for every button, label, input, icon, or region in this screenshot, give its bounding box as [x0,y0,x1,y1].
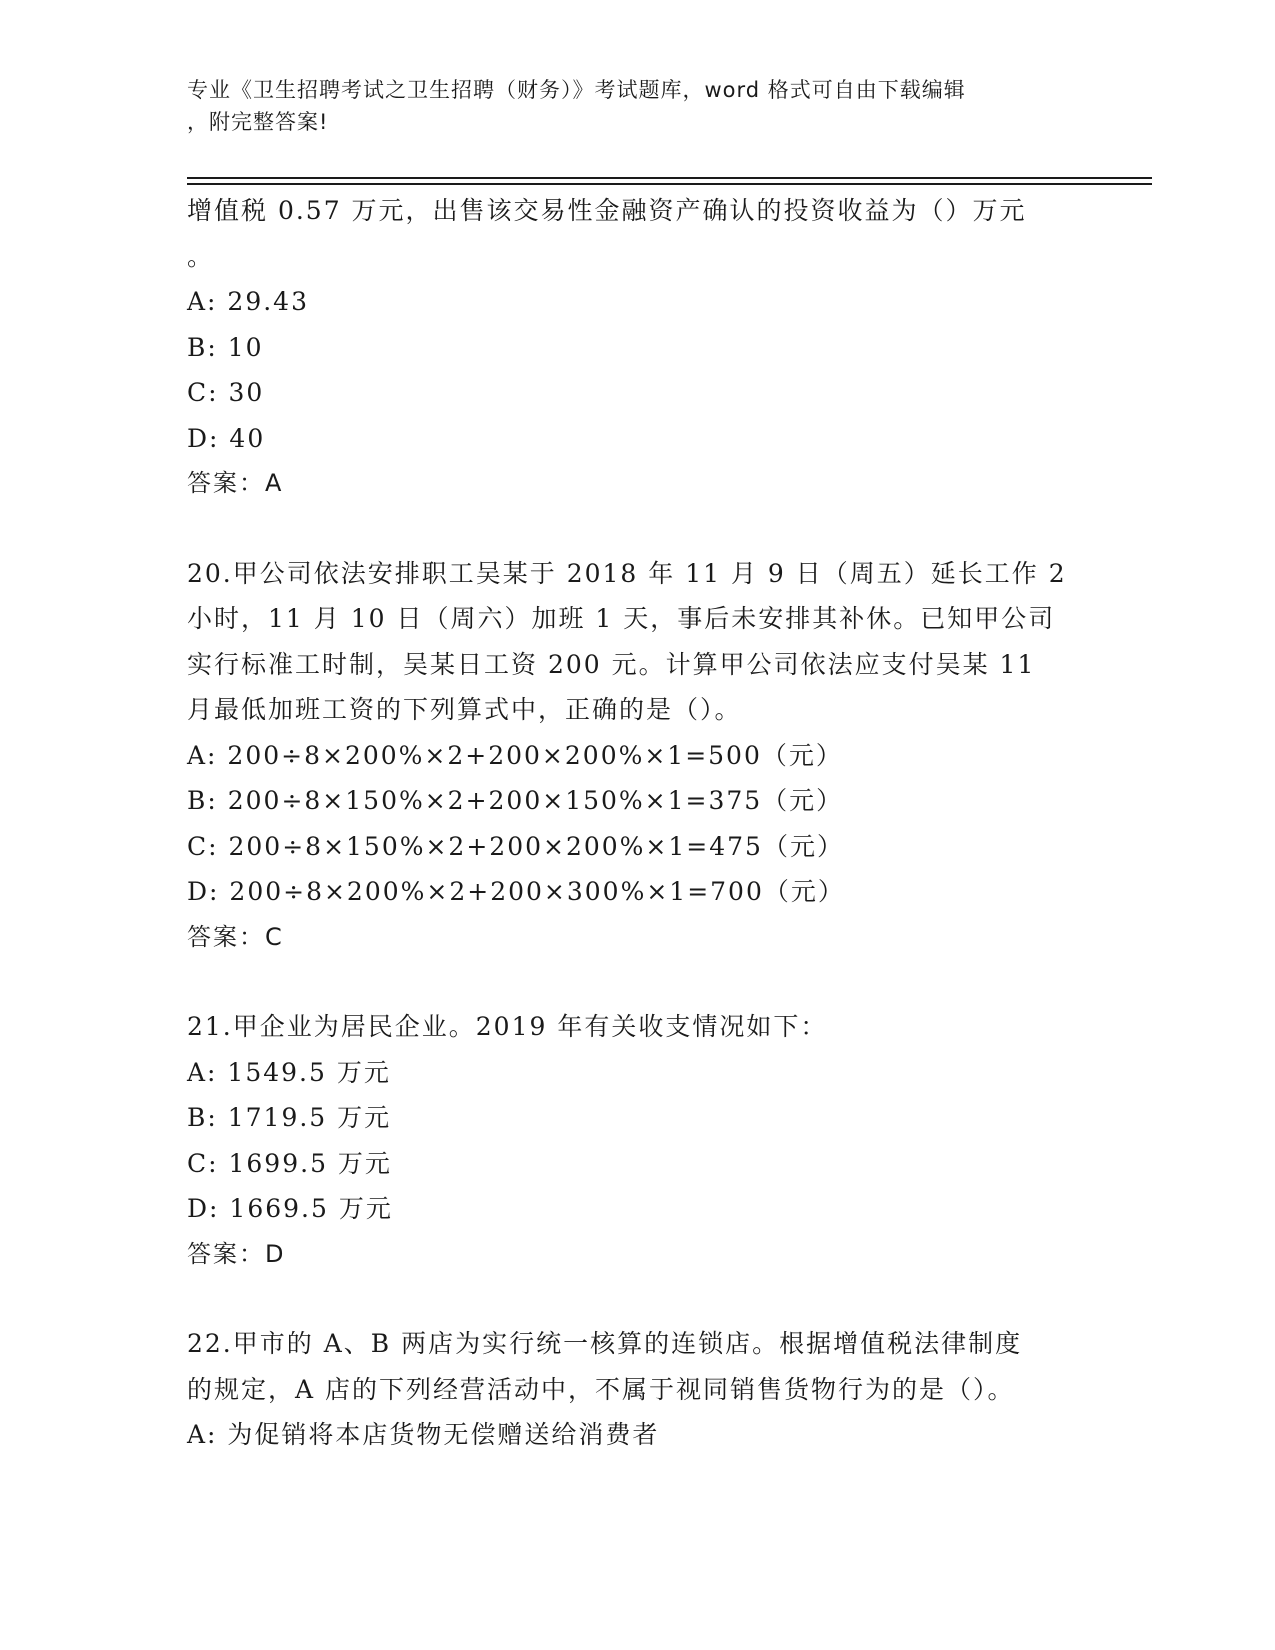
question-spacer [187,507,1087,551]
option-d: D: 1669.5 万元 [187,1194,393,1223]
header-divider-top [187,177,1152,179]
option-a: A: 200÷8×200%×2+200×200%×1=500（元） [187,740,843,770]
question-19 [187,188,1087,507]
question-spacer [187,1277,1087,1321]
option-b: B: 200÷8×150%×2+200×150%×1=375（元） [187,786,844,815]
question-spacer [187,960,1087,1004]
question-stem-line: 增值税 0.57 万元，出售该交易性金融资产确认的投资收益为（）万元 [187,196,1027,225]
option-b: B: 1719.5 万元 [187,1103,392,1132]
page-header [187,74,1087,138]
question-stem-line: 月最低加班工资的下列算式中，正确的是（）。 [187,695,742,724]
question-list [187,188,1087,1458]
option-d: D: 200÷8×200%×2+200×300%×1=700（元） [187,877,845,906]
option-c: C: 200÷8×150%×2+200×200%×1=475（元） [187,831,844,861]
option-a: A: 为促销将本店货物无偿赠送给消费者 [187,1420,660,1449]
question-20 [187,551,1087,961]
option-c: C: 30 [187,378,265,407]
question-stem-line: 。 [187,241,215,271]
header-divider-bottom [187,183,1152,185]
question-stem-line: 小时，11 月 10 日（周六）加班 1 天，事后未安排其补休。已知甲公司 [187,604,1056,633]
header-title-line-1: 专业《卫生招聘考试之卫生招聘（财务）》考试题库，word 格式可自由下载编辑 [187,78,966,102]
header-title-line-2: ，附完整答案! [187,110,329,134]
option-d: D: 40 [187,423,266,453]
question-stem-line: 的规定，A 店的下列经营活动中，不属于视同销售货物行为的是（）。 [187,1374,1015,1404]
option-b: B: 10 [187,332,264,362]
answer-label: 答案：D [187,1239,286,1268]
question-22 [187,1321,1087,1458]
question-stem-line: 20.甲公司依法安排职工吴某于 2018 年 11 月 9 日（周五）延长工作 2 [187,558,1067,588]
answer-label: 答案：A [187,469,284,497]
answer-label: 答案：C [187,922,284,951]
option-a: A: 29.43 [187,287,309,316]
question-21 [187,1004,1087,1277]
option-a: A: 1549.5 万元 [187,1057,391,1087]
question-stem-line: 21.甲企业为居民企业。2019 年有关收支情况如下： [187,1012,828,1041]
question-stem-line: 实行标准工时制，吴某日工资 200 元。计算甲公司依法应支付吴某 11 [187,649,1036,679]
question-stem-line: 22.甲市的 A、B 两店为实行统一核算的连锁店。根据增值税法律制度 [187,1329,1023,1358]
option-c: C: 1699.5 万元 [187,1148,392,1178]
